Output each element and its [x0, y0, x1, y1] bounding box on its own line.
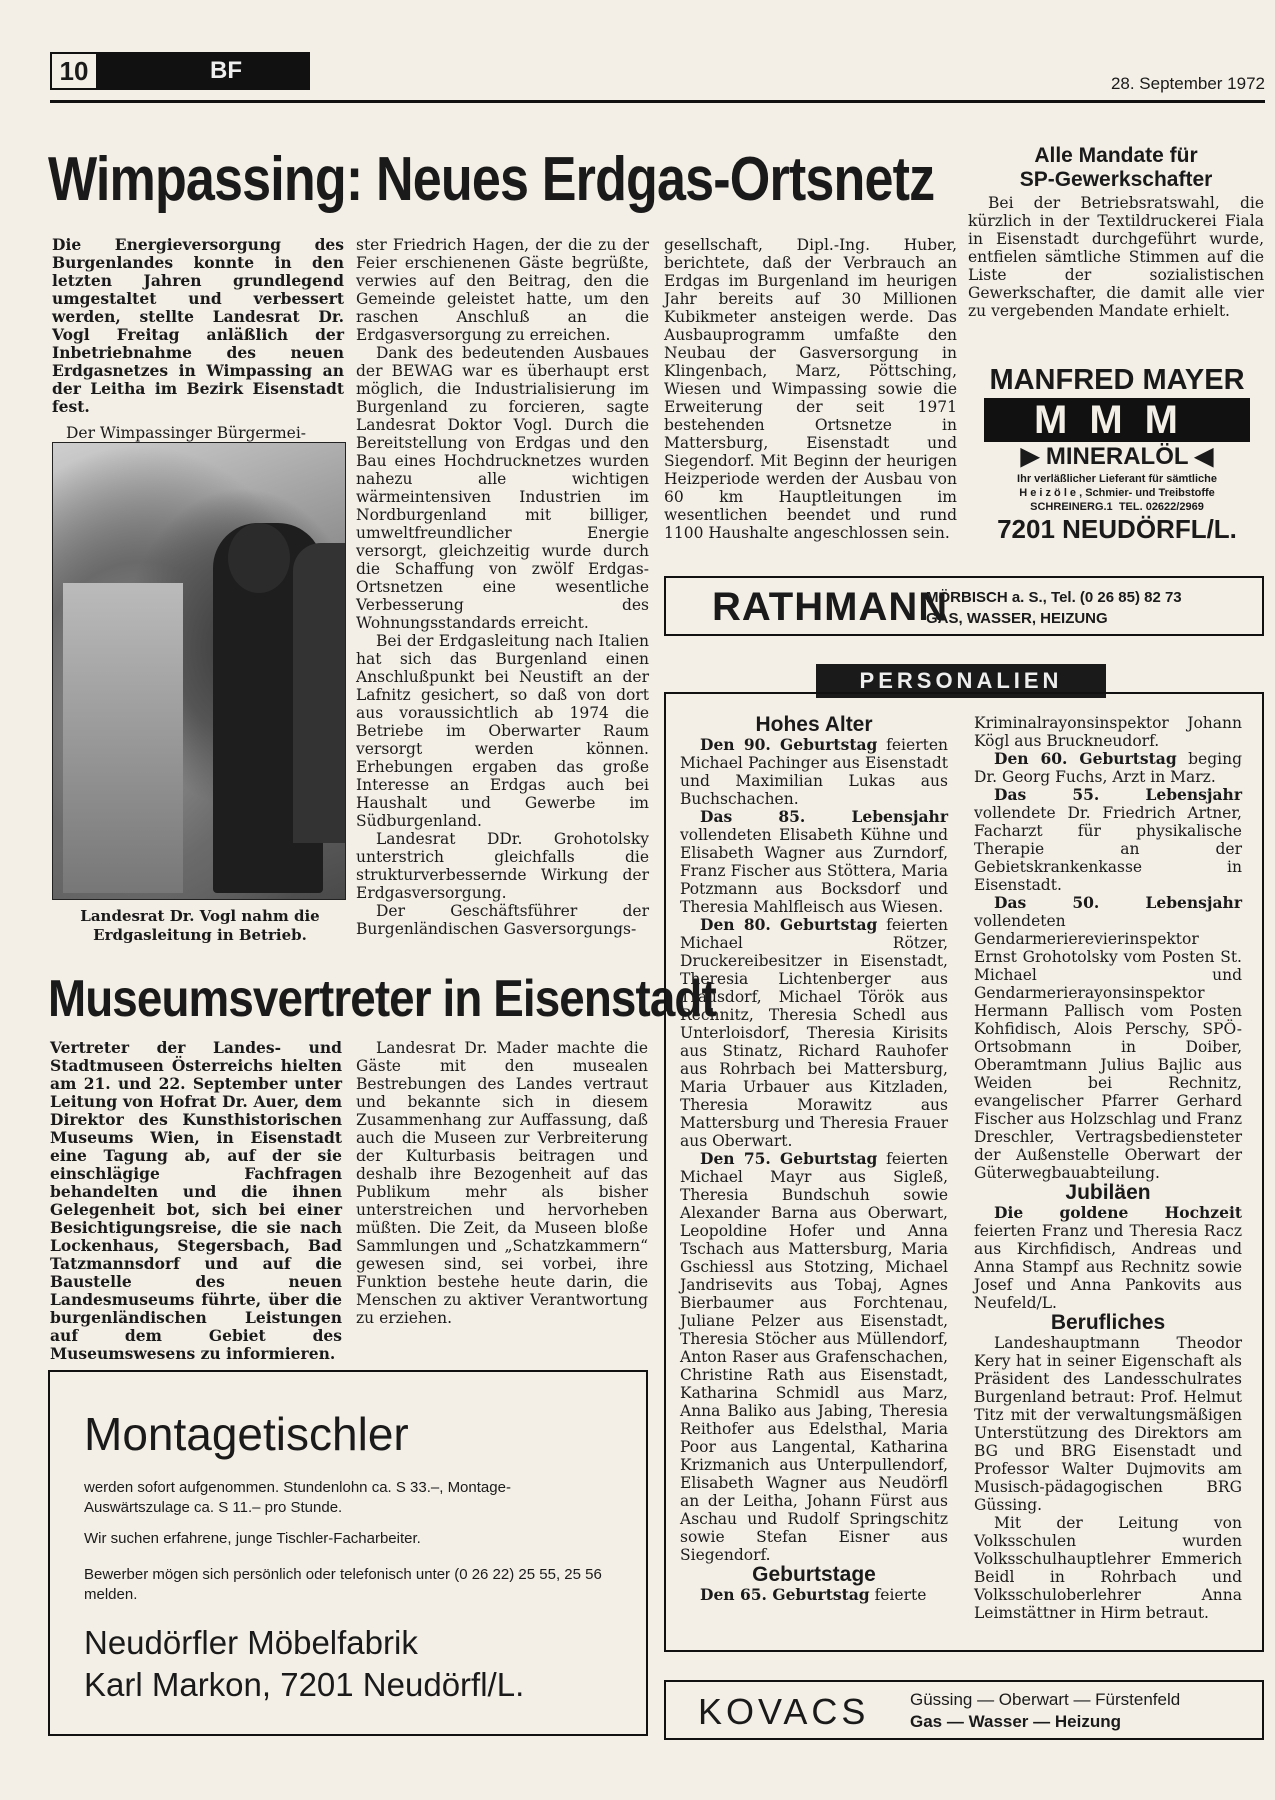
article1-col2-p2: Dank des bedeutenden Ausbaues der BEWAG war es überhaupt erst möglich, die Industrialisierung im Burgenland zu forcieren, sagte Landesrat Doktor Vogl. Durch die Bereitstellung von Erdgas und den Bau eines Hochdrucknetzes wurden nahezu alle wichtigen wärmeintensiven Industrien im Nordburgenland mit billiger, umweltfreundlicher Energie versorgt, gleichzeitig wurde durch die Schaffung von zwölf Erdgas-Ortsnetzen eine wesentliche Verbesserung des Wohnungsstandards erreicht.	[356, 344, 649, 632]
article1-caption: Landesrat Dr. Vogl nahm die Erdgasleitung in Betrieb.	[80, 907, 320, 944]
alter-entry-2-text: vollendeten Elisabeth Kühne und Elisabeth Wagner aus Zurndorf, Franz Fischer aus Stöttera, Maria Potzmann aus Bocksdorf und Theresia Mahlfleisch aus Wiesen.	[680, 826, 948, 916]
geb-entry-4-label: Das 50. Lebensjahr	[994, 893, 1242, 912]
alter-entry-3	[680, 916, 948, 1150]
article1-col2-p5: Der Geschäftsführer der Burgenländischen Gasversorgungs-	[356, 902, 649, 938]
alter-entry-4	[680, 1150, 948, 1564]
geb-entry-2-label: Den 60. Geburtstag	[994, 749, 1177, 768]
sidebar-story	[968, 144, 1264, 320]
ad-rathmann-line2: GAS, WASSER, HEIZUNG	[926, 610, 1108, 627]
alter-entry-2-label: Das 85. Lebensjahr	[700, 807, 948, 826]
alter-entry-1-text: feierten Michael Pachinger aus Eisenstadt und Maximilian Lukas aus Buchschachen.	[680, 736, 948, 808]
ad-mayer-product-row	[982, 442, 1252, 472]
ad-job-line1: werden sofort aufgenommen. Stundenlohn ca. S 33.–, Montage-Auswärtszulage ca. S 11.– pro Stunde.	[84, 1479, 511, 1516]
alter-entry-4-label: Den 75. Geburtstag	[700, 1149, 878, 1168]
ad-mayer-city: 7201 NEUDÖRFL/L.	[997, 514, 1237, 544]
ad-mayer-phone: TEL. 02622/2969	[1118, 501, 1204, 513]
issue-date: 28. September 1972	[1110, 74, 1265, 93]
heading-berufliches: Berufliches	[1050, 1311, 1166, 1334]
article1-col1	[52, 236, 344, 442]
ad-kovacs	[664, 1680, 1264, 1740]
ad-mayer-line2: H e i z ö l e , Schmier- und Treibstoffe	[1019, 487, 1215, 499]
geb-entry-3-label: Das 55. Lebensjahr	[994, 785, 1242, 804]
geb-entry-1-cont: Kriminalrayonsinspektor Johann Kögl aus Bruckneudorf.	[974, 714, 1242, 750]
sidebar-body: Bei der Betriebsratswahl, die kürzlich in der Textildruckerei Fiala in Eisenstadt durchgeführt wurde, entfielen sämtliche Stimmen auf die Liste der sozialistischen Gewerkschafter, die damit alle vier zu vergebenden Mandate erhielt.	[968, 194, 1264, 320]
ad-mayer	[982, 364, 1252, 550]
ad-job-company1: Neudörfler Möbelfabrik	[84, 1624, 418, 1661]
alter-entry-3-label: Den 80. Geburtstag	[700, 915, 878, 934]
ad-job-title: Montagetischler	[84, 1408, 409, 1460]
ad-rathmann	[664, 576, 1264, 636]
ad-mayer-line1: Ihr verläßlicher Lieferant für sämtliche	[1017, 473, 1217, 485]
ad-job-company2: Karl Markon, 7201 Neudörfl/L.	[84, 1666, 525, 1703]
ad-job-line3: Bewerber mögen sich persönlich oder telefonisch unter (0 26 22) 25 55, 25 56 melden.	[84, 1566, 602, 1603]
article2-lead: Vertreter der Landes- und Stadtmuseen Österreichs hielten am 21. und 22. September unter Leitung von Hofrat Dr. Auer, dem Direktor des Kunsthistorischen Museums Wien, in Eisenstadt eine Tagung ab, auf der sie einschlägige Fachfragen behandelten und die ihnen Gelegenheit bot, sich bei einer Besichtigungsreise, die sie nach Lockenhaus, Stegersbach, Bad Tatzmannsdorf und auf die Baustelle des neuen Landesmuseums führte, über die burgenländischen Leistungen auf dem Gebiet des Museumswesens zu informieren.	[50, 1038, 342, 1363]
ber-entry-2: Mit der Leitung von Volksschulen wurden Volksschulhauptlehrer Emmerich Beidl in Rohrbach und Volksschuloberlehrer Anna Leimstättner in Hirm betraut.	[974, 1514, 1242, 1622]
jub-entry-1	[974, 1204, 1242, 1312]
ad-mayer-address: SCHREINERG.1	[1030, 501, 1113, 513]
article1-col1-tail: Der Wimpassinger Bürgermei-	[66, 424, 307, 442]
page-number: 10	[50, 52, 98, 90]
geb-entry-1-label: Den 65. Geburtstag	[700, 1585, 870, 1604]
ad-mayer-logo-bar	[984, 398, 1250, 442]
sidebar-title-1: Alle Mandate für	[1034, 144, 1198, 167]
ad-kovacs-line1: Güssing — Oberwart — Fürstenfeld	[910, 1690, 1181, 1709]
sidebar-title-2: SP-Gewerkschafter	[1019, 168, 1213, 191]
arrow-right-icon: ▶	[1020, 443, 1046, 470]
article1-lead: Die Energieversorgung des Burgenlandes konnte in den letzten Jahren grundlegend umgestaltet und verbessert werden, stellte Landesrat Dr. Vogl Freitag anläßlich der Inbetriebnahme des neuen Erdgasnetzes in Wimpassing an der Leitha im Bezirk Eisenstadt fest.	[52, 235, 344, 416]
article1-col2	[356, 236, 649, 938]
ad-mayer-product: MINERALÖL	[1045, 443, 1189, 470]
ad-rathmann-line1: MÖRBISCH a. S., Tel. (0 26 85) 82 73	[926, 589, 1182, 606]
ad-mayer-contact	[982, 500, 1252, 514]
article1-col2-p1: ster Friedrich Hagen, der die zu der Feier erschienenen Gäste begrüßte, verwies auf den Beitrag, den die Gemeinde geleistet hatte, um den raschen Anschluß an die Erdgasversorgung zu erreichen.	[356, 236, 649, 344]
ad-rathmann-name: RATHMANN	[712, 585, 949, 629]
article1-col2-p4: Landesrat DDr. Grohotolsky unterstrich gleichfalls die strukturverbessernde Wirkung der Erdgasversorgung.	[356, 830, 649, 902]
alter-entry-4-text: feierten Michael Mayr aus Sigleß, Theresia Bundschuh sowie Alexander Barna aus Oberwart, Leopoldine Hofer und Anna Tschach aus Mattersburg, Maria Gschiessl aus Stotzing, Michael Jandrisevits aus Tobaj, Agnes Bierbaumer aus Forchtenau, Juliane Pelzer aus Eisenstadt, Theresia Stöcher aus Müllendorf, Anton Raser aus Grafenschachen, Christine Rath aus Eisenstadt, Katharina Schmidl aus Marz, Anna Baliko aus Jabing, Theresia Reithofer aus Edelsthal, Maria Poor aus Langental, Katharina Krizmanich aus Unterpullendorf, Elisabeth Wagner aus Neudörfl an der Leitha, Johann Fürst aus Aschau und Rudolf Springschitz sowie Stefan Eisner aus Siegendorf.	[680, 1150, 948, 1564]
ad-job-line2: Wir suchen erfahrene, junge Tischler-Facharbeiter.	[84, 1530, 421, 1547]
alter-entry-2	[680, 808, 948, 916]
arrow-left-icon: ◀	[1188, 443, 1214, 470]
ad-kovacs-line2: Gas — Wasser — Heizung	[910, 1712, 1121, 1731]
heading-hohes-alter: Hohes Alter	[755, 713, 873, 736]
article1-col2-p3: Bei der Erdgasleitung nach Italien hat sich das Burgenland einen Anschlußpunkt bei Neustift an der Lafnitz gesichert, so daß von dort aus voraussichtlich ab 1974 die Betriebe im Oberwarter Raum versorgt werden können. Erhebungen ergaben das große Interesse an Erdgas auch bei Haushalt und Gewerbe im Südburgenland.	[356, 632, 649, 830]
alter-entry-1-label: Den 90. Geburtstag	[700, 735, 878, 754]
geb-entry-1-text: feierte	[869, 1586, 927, 1604]
personalien-banner: PERSONALIEN	[816, 664, 1106, 698]
article1-headline: Wimpassing: Neues Erdgas-Ortsnetz	[48, 145, 935, 214]
jub-entry-1-label: Die goldene Hochzeit	[994, 1203, 1242, 1222]
geb-entry-3-text: vollendete Dr. Friedrich Artner, Facharzt für physikalische Therapie an der Gebietskrankenkasse in Eisenstadt.	[974, 804, 1242, 894]
geb-entry-4	[974, 894, 1242, 1182]
heading-jubilaeen: Jubiläen	[1065, 1181, 1151, 1204]
article1-photo	[52, 442, 346, 900]
article2-col2: Landesrat Dr. Mader machte die Gäste mit den musealen Bestrebungen des Landes vertraut und bekannte sich in diesem Zusammenhang zur Auffassung, daß auch die Museen zur Verbreiterung der Kulturbasis beitragen und deshalb ihre Bezogenheit auf das Publikum mehr als bisher unterstreichen und hervorheben müßten. Die Zeit, da Museen bloße Sammlungen und „Schatzkammern“ gewesen sind, sei vorbei, ihre Funktion bestehe heute darin, die Menschen zu aktiver Verantwortung zu erziehen.	[356, 1039, 648, 1327]
alter-entry-1	[680, 736, 948, 808]
second-person	[293, 543, 345, 843]
ad-kovacs-name: KOVACS	[698, 1691, 870, 1732]
ad-mayer-logo: MMM	[1034, 398, 1200, 442]
geb-entry-3	[974, 786, 1242, 894]
alter-entry-3-text: feierten Michael Rötzer, Druckereibesitzer in Eisenstadt, Theresia Lichtenberger aus Trausdorf, Michael Török aus Rechnitz, Theresia Schedl aus Unterloisdorf, Theresia Kirisits aus Stinatz, Richard Rauhofer aus Rohrbach bei Mattersburg, Maria Urbauer aus Kitzladen, Theresia Morawitz aus Mattersburg und Theresia Frauer aus Oberwart.	[680, 916, 948, 1150]
person-head	[228, 523, 290, 593]
ad-mayer-name: MANFRED MAYER	[989, 364, 1245, 396]
article1-col3-p1: gesellschaft, Dipl.-Ing. Huber, berichtete, daß der Verbrauch an Erdgas im Burgenland im heurigen Jahr bereits auf 30 Millionen Kubikmeter ansteigen werde. Das Ausbauprogramm umfaßte den Neubau der Gasversorgung in Klingenbach, Marz, Pöttsching, Wiesen und Wimpassing sowie die Erweiterung der seit 1971 bestehenden Ortsnetze in Mattersburg, Eisenstadt und Siegendorf. Mit Beginn der heurigen Heizperiode werden der Ausbau von 60 km Hauptleitungen im wesentlichen beendet und rund 1100 Haushalte angeschlossen sein.	[664, 236, 957, 542]
article1-col3	[664, 236, 957, 542]
header-rule	[50, 100, 1265, 103]
section-badge: BF	[98, 52, 310, 90]
page-header	[50, 50, 1265, 106]
article2-headline: Museumsvertreter in Eisenstadt	[48, 970, 716, 1028]
geb-entry-1	[680, 1586, 948, 1604]
heading-geburtstage: Geburtstage	[752, 1563, 876, 1586]
personalien-col1	[680, 714, 948, 1604]
jub-entry-1-text: feierten Franz und Theresia Racz aus Kirchfidisch, Andreas und Anna Stampf aus Rechnitz sowie Josef und Anna Pankovits aus Neufeld/L.	[974, 1222, 1242, 1312]
ad-job	[48, 1370, 648, 1736]
equipment	[63, 583, 183, 893]
personalien-col2	[974, 714, 1242, 1622]
geb-entry-4-text: vollendeten Gendarmerierevierinspektor Ernst Grohotolsky vom Posten St. Michael und Gendarmerierayonsinspektor Hermann Pallisch vom Posten Kohfidisch, Alois Perschy, SPÖ-Ortsobmann in Doiber, Oberamtmann Julius Bajlic aus Weiden bei Rechnitz, evangelischer Pfarrer Gerhard Fischer aus Holzschlag und Franz Dreschler, Vertragsbediensteter der Außenstelle Oberwart der Güterwegbauabteilung.	[974, 912, 1242, 1182]
geb-entry-2	[974, 750, 1242, 786]
geb-entry-2-text: beging Dr. Georg Fuchs, Arzt in Marz.	[974, 750, 1242, 786]
ber-entry-1: Landeshauptmann Theodor Kery hat in seiner Eigenschaft als Präsident des Landesschulrates Burgenland betraut: Prof. Helmut Titz mit der verwaltungsmäßigen Unterstützung des Direktors am BG und BRG Eisenstadt und Professor Walter Dujmovits am Musisch-pädagogischen BRG Güssing.	[974, 1334, 1242, 1514]
